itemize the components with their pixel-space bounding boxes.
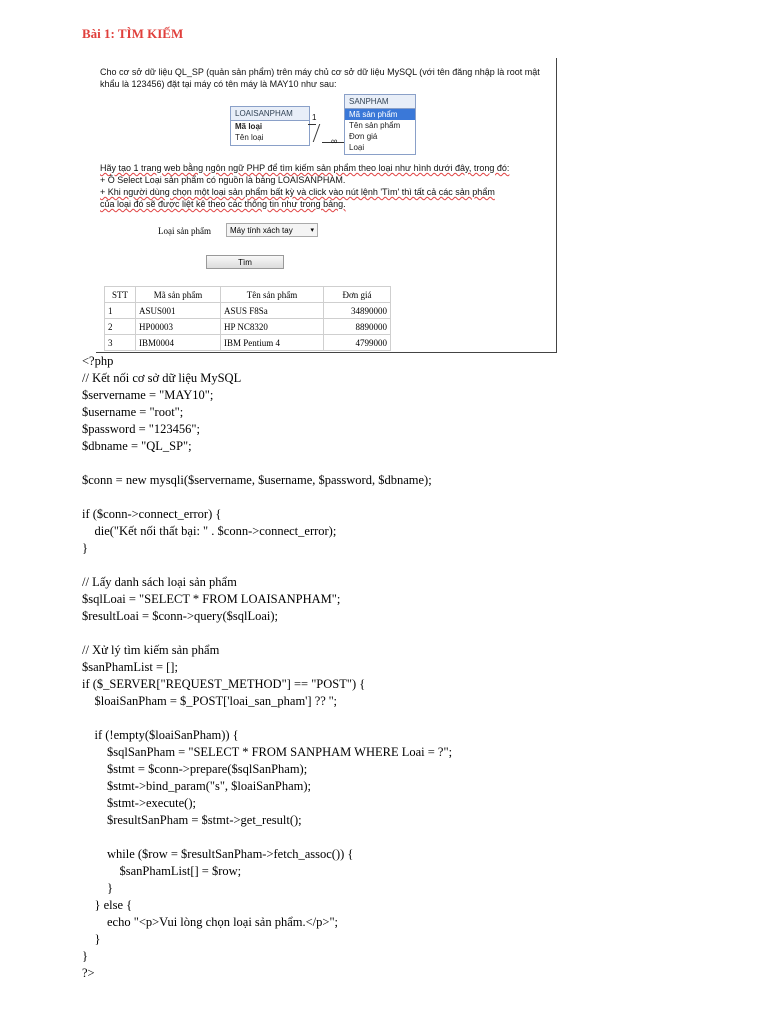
cell: HP NC8320: [221, 319, 324, 335]
code-line: }: [82, 881, 113, 895]
table-row: [105, 303, 391, 319]
code-line: $sqlSanPham = "SELECT * FROM SANPHAM WHERE Loai = ?";: [82, 745, 453, 759]
cell: 34890000: [324, 303, 391, 319]
code-line: $resultSanPham = $stmt->get_result();: [82, 813, 302, 827]
cell: IBM0004: [136, 335, 221, 351]
task-line: + Khi người dùng chọn một loại sản phẩm bất kỳ và click vào nút lệnh 'Tìm' thì tất cả các sản phẩm: [100, 187, 495, 197]
code-line: }: [82, 949, 88, 963]
code-line: $dbname = "QL_SP";: [82, 439, 192, 453]
code-line: } else {: [82, 898, 133, 912]
relation-line: [308, 124, 316, 125]
col-header: STT: [105, 287, 136, 303]
search-button[interactable]: Tìm: [206, 255, 284, 269]
exercise-heading: Bài 1: TÌM KIẾM: [82, 26, 184, 41]
code-line: $servername = "MAY10";: [82, 388, 214, 402]
code-line: if ($conn->connect_error) {: [82, 507, 222, 521]
loaisanpham-field: Tên loại: [235, 133, 264, 142]
code-line: [82, 489, 452, 506]
code-line: [82, 557, 452, 574]
code-line: $sanPhamList[] = $row;: [82, 864, 242, 878]
code-line: $sanPhamList = [];: [82, 660, 178, 674]
result-table: [104, 286, 391, 351]
code-line: [82, 625, 452, 642]
code-line: [82, 829, 452, 846]
table-row: [105, 335, 391, 351]
loaisanpham-field: Mã loại: [235, 122, 263, 131]
code-line: <?php: [82, 354, 114, 368]
relation-many-label: ∞: [331, 136, 338, 146]
relation-line: [313, 124, 321, 142]
code-line: $stmt->execute();: [82, 796, 196, 810]
loaisanpham-table-box: [230, 106, 310, 146]
task-line: + Ô Select Loại sản phẩm có nguồn là bảng LOAISANPHAM.: [100, 175, 346, 185]
table-row: [105, 319, 391, 335]
embedded-screenshot: [96, 58, 557, 353]
task-line: Hãy tạo 1 trang web bằng ngôn ngữ PHP để tìm kiếm sản phẩm theo loại như hình dưới đây, trong đó:: [100, 163, 510, 173]
col-header: Đơn giá: [324, 287, 391, 303]
code-line: $loaiSanPham = $_POST['loai_san_pham'] ?? '';: [82, 694, 337, 708]
col-header: Mã sản phẩm: [136, 287, 221, 303]
loaisanpham-title: LOAISANPHAM: [231, 107, 309, 121]
table-header-row: [105, 287, 391, 303]
cell: 3: [105, 335, 136, 351]
sanpham-title: SANPHAM: [345, 95, 415, 109]
code-line: $username = "root";: [82, 405, 184, 419]
cell: 2: [105, 319, 136, 335]
code-line: $stmt->bind_param("s", $loaiSanPham);: [82, 779, 312, 793]
code-line: die("Kết nối thất bại: " . $conn->connect_error);: [82, 524, 337, 538]
code-line: $resultLoai = $conn->query($sqlLoai);: [82, 609, 278, 623]
chevron-down-icon: ▾: [310, 227, 314, 234]
col-header: Tên sản phẩm: [221, 287, 324, 303]
cell: 8890000: [324, 319, 391, 335]
cell: HP00003: [136, 319, 221, 335]
sanpham-field: Đơn giá: [349, 132, 378, 141]
code-line: if (!empty($loaiSanPham)) {: [82, 728, 239, 742]
code-line: // Lấy danh sách loại sản phẩm: [82, 575, 237, 589]
code-line: $stmt = $conn->prepare($sqlSanPham);: [82, 762, 308, 776]
code-line: // Xử lý tìm kiếm sản phẩm: [82, 643, 220, 657]
code-line: echo "<p>Vui lòng chọn loại sản phẩm.</p>";: [82, 915, 339, 929]
code-line: }: [82, 541, 88, 555]
code-line: ?>: [82, 966, 95, 980]
cell: 1: [105, 303, 136, 319]
cell: 4799000: [324, 335, 391, 351]
intro-text: Cho cơ sở dữ liệu QL_SP (quản sản phẩm) trên máy chủ cơ sở dữ liệu MySQL (với tên đăng nhập là root mật khẩu là 123456) đặt tại máy có tên máy là MAY10 như sau:: [100, 67, 540, 89]
select-value: Máy tính xách tay: [230, 226, 293, 235]
code-line: if ($_SERVER["REQUEST_METHOD"] == "POST") {: [82, 677, 366, 691]
sanpham-table-box: [344, 94, 416, 155]
code-line: [82, 455, 452, 472]
cell: ASUS F8Sa: [221, 303, 324, 319]
code-line: $sqlLoai = "SELECT * FROM LOAISANPHAM";: [82, 592, 341, 606]
code-line: [82, 710, 452, 727]
loai-san-pham-select[interactable]: [226, 223, 318, 237]
php-code-block: [82, 353, 452, 982]
sanpham-field: Tên sản phẩm: [349, 121, 401, 130]
task-text: [100, 162, 552, 210]
code-line: $password = "123456";: [82, 422, 200, 436]
select-label: Loại sản phẩm: [158, 226, 211, 236]
cell: IBM Pentium 4: [221, 335, 324, 351]
code-line: }: [82, 932, 101, 946]
task-line: của loại đó sẽ được liệt kê theo các thông tin như trong bảng.: [100, 199, 346, 209]
cell: ASUS001: [136, 303, 221, 319]
code-line: $conn = new mysqli($servername, $username, $password, $dbname);: [82, 473, 432, 487]
code-line: // Kết nối cơ sở dữ liệu MySQL: [82, 371, 242, 385]
code-line: while ($row = $resultSanPham->fetch_assoc()) {: [82, 847, 354, 861]
sanpham-field: Mã sản phẩm: [345, 109, 415, 120]
relation-one-label: 1: [312, 113, 317, 122]
sanpham-field: Loại: [349, 143, 365, 152]
